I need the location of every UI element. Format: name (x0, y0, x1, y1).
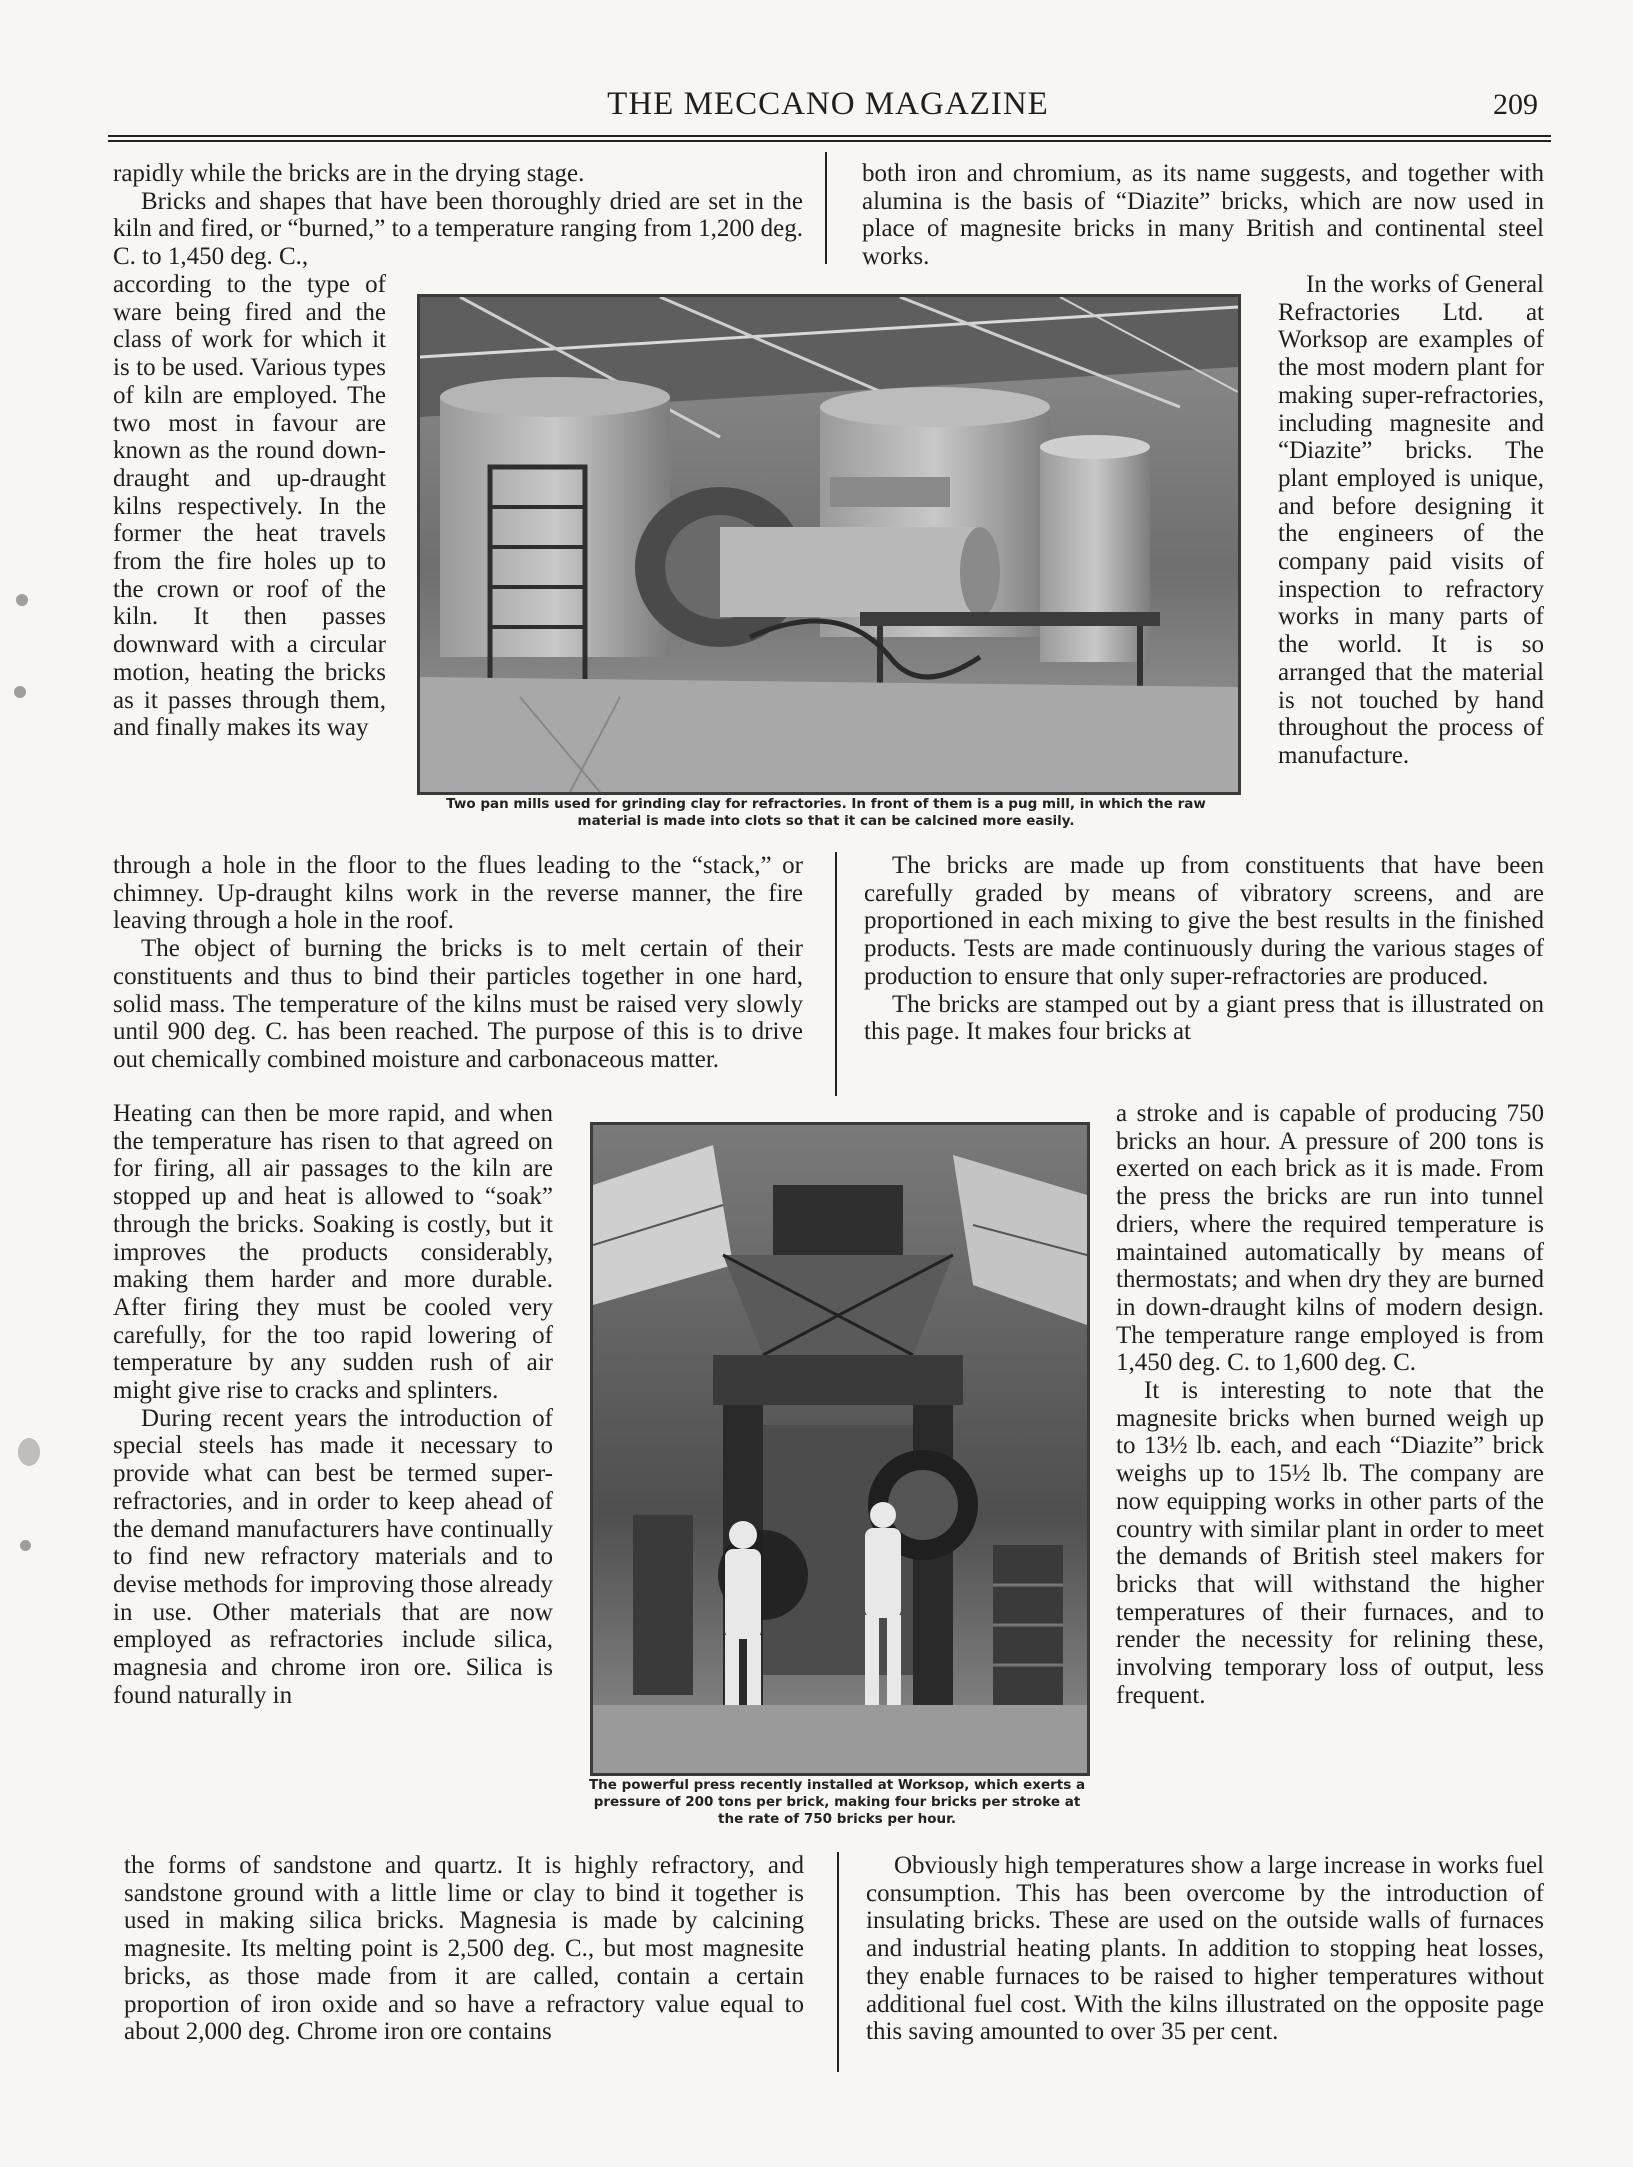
header-rule-bottom (108, 140, 1551, 142)
paragraph: through a hole in the floor to the flues leading to the “stack,” or chimney. Up-draught kilns work in the reverse manner, the fire leaving through a hole in the roof. (113, 852, 803, 935)
paragraph: according to the type of ware being fired and the class of work for which it is to be used. Various types of kiln are employed. The two most in favour are known as the round down-draught and up-draught kilns respectively. In the former the heat travels from the fire holes up to the crown or roof of the kiln. It then passes downward with a circular motion, heating the bricks as it passes through them, and finally makes its way (113, 271, 386, 742)
paragraph: The bricks are made up from constituents that have been carefully graded by means of vibratory screens, and are proportioned in each mixing to give the best results in the finished products. Tests are made continuously during the various stages of production to ensure that only super-refractories are produced. (864, 852, 1544, 990)
right-column-middle-text (864, 852, 1544, 1046)
margin-ink-mark (18, 1438, 40, 1466)
paragraph: Heating can then be more rapid, and when the temperature has risen to that agreed on for firing, all air passages to the kiln are stopped up and heat is allowed to “soak” through the bricks. Soaking is costly, but it improves the products considerably, making them harder and more durable. After firing they must be cooled very carefully, for the too rapid lowering of temperature by any sudden rush of air might give rise to cracks and splinters. (113, 1100, 553, 1405)
photo-brick-press (590, 1122, 1090, 1776)
margin-ink-mark (20, 1540, 31, 1551)
paragraph: rapidly while the bricks are in the drying stage. (113, 160, 585, 187)
magazine-title: THE MECCANO MAGAZINE (607, 86, 1049, 122)
column-divider-middle (835, 852, 837, 1096)
margin-ink-mark (14, 686, 26, 698)
left-column-bottom-text (124, 1852, 804, 2046)
right-column-bottom-text (866, 1852, 1544, 2046)
right-wrap-text-photo1 (1278, 271, 1544, 770)
paragraph: The object of burning the bricks is to melt certain of their constituents and thus to bind their particles together in one hard, solid mass. The temperature of the kilns must be raised very slowly until 900 deg. C. has been reached. The purpose of this is to drive out chemically combined moisture and carbonaceous matter. (113, 935, 803, 1073)
paragraph: Obviously high temperatures show a large increase in works fuel consumption. This has been overcome by the introduction of insulating bricks. These are used on the outside walls of furnaces and industrial heating plants. In addition to stopping heat losses, they enable furnaces to be raised to higher temperatures without additional fuel cost. With the kilns illustrated on the opposite page this saving amounted to over 35 per cent. (866, 1852, 1544, 2046)
paragraph: It is interesting to note that the magnesite bricks when burned weigh up to 13½ lb. each, and each “Diazite” brick weighs up to 15½ lb. The company are now equipping works in other parts of the country with similar plant in order to meet the demands of British steel makers for bricks that will withstand the higher temperatures of their furnaces, and to render the necessity for relining these, involving temporary loss of output, less frequent. (1116, 1377, 1544, 1709)
photo-pan-mills-caption: Two pan mills used for grinding clay for refractories. In front of them is a pug mill, in which the raw material is made into clots so that it can be calcined more easily. (446, 796, 1206, 829)
page-number: 209 (1493, 88, 1538, 121)
column-divider-bottom (837, 1852, 839, 2072)
right-column-top-text (862, 160, 1544, 271)
paragraph: In the works of General Refractories Ltd. at Worksop are examples of the most modern plant for making super-refractories, including magnesite and “Diazite” bricks. The plant employed is unique, and before designing it the engineers of the company paid visits of inspection to refractory works in many parts of the world. It is so arranged that the material is not touched by hand throughout the process of manufacture. (1278, 271, 1544, 769)
left-column-top-text (113, 160, 803, 271)
paragraph: both iron and chromium, as its name suggests, and together with alumina is the basis of “Diazite” bricks, which are now used in place of magnesite bricks in many British and continental steel works. (862, 160, 1544, 271)
brick-press-illustration (593, 1125, 1087, 1773)
paragraph: the forms of sandstone and quartz. It is highly refractory, and sandstone ground with a little lime or clay to bind it together is used in making silica bricks. Magnesia is made by calcining magnesite. Its melting point is 2,500 deg. C., but most magnesite bricks, as those made from it are called, contain a certain proportion of iron oxide and so have a refractory value equal to about 2,000 deg. Chrome iron ore contains (124, 1852, 804, 2046)
paragraph: a stroke and is capable of producing 750 bricks an hour. A pressure of 200 tons is exerted on each brick as it is made. From the press the bricks are run into tunnel driers, where the required temperature is maintained automatically by means of thermostats; and when dry they are burned in down-draught kilns of modern design. The temperature range employed is from 1,450 deg. C. to 1,600 deg. C. (1116, 1100, 1544, 1377)
left-wrap-text-photo1 (113, 271, 386, 742)
paragraph: During recent years the introduction of special steels has made it necessary to provide what can best be termed super-refractories, and in order to keep ahead of the demand manufacturers have continually to find new refractory materials and to devise methods for improving those already in use. Other materials that are now employed as refractories include silica, magnesia and chrome iron ore. Silica is found naturally in (113, 1404, 553, 1709)
photo-brick-press-caption: The powerful press recently installed at Worksop, which exerts a pressure of 200 tons per brick, making four bricks per stroke at the rate of 750 bricks per hour. (588, 1777, 1086, 1827)
left-wrap-text-photo2 (113, 1100, 553, 1709)
right-wrap-text-photo2 (1116, 1100, 1544, 1709)
photo-pan-mills (417, 294, 1241, 795)
margin-ink-mark (16, 594, 28, 606)
left-column-middle-text (113, 852, 803, 1074)
paragraph: Bricks and shapes that have been thoroughly dried are set in the kiln and fired, or “burned,” to a temperature ranging from 1,200 deg. C. to 1,450 deg. C., (113, 187, 803, 271)
page-header (108, 86, 1548, 130)
paragraph: The bricks are stamped out by a giant press that is illustrated on this page. It makes four bricks at (864, 990, 1544, 1046)
header-rule-top (108, 135, 1551, 137)
column-divider-top (825, 152, 827, 264)
pan-mills-illustration (420, 297, 1238, 792)
